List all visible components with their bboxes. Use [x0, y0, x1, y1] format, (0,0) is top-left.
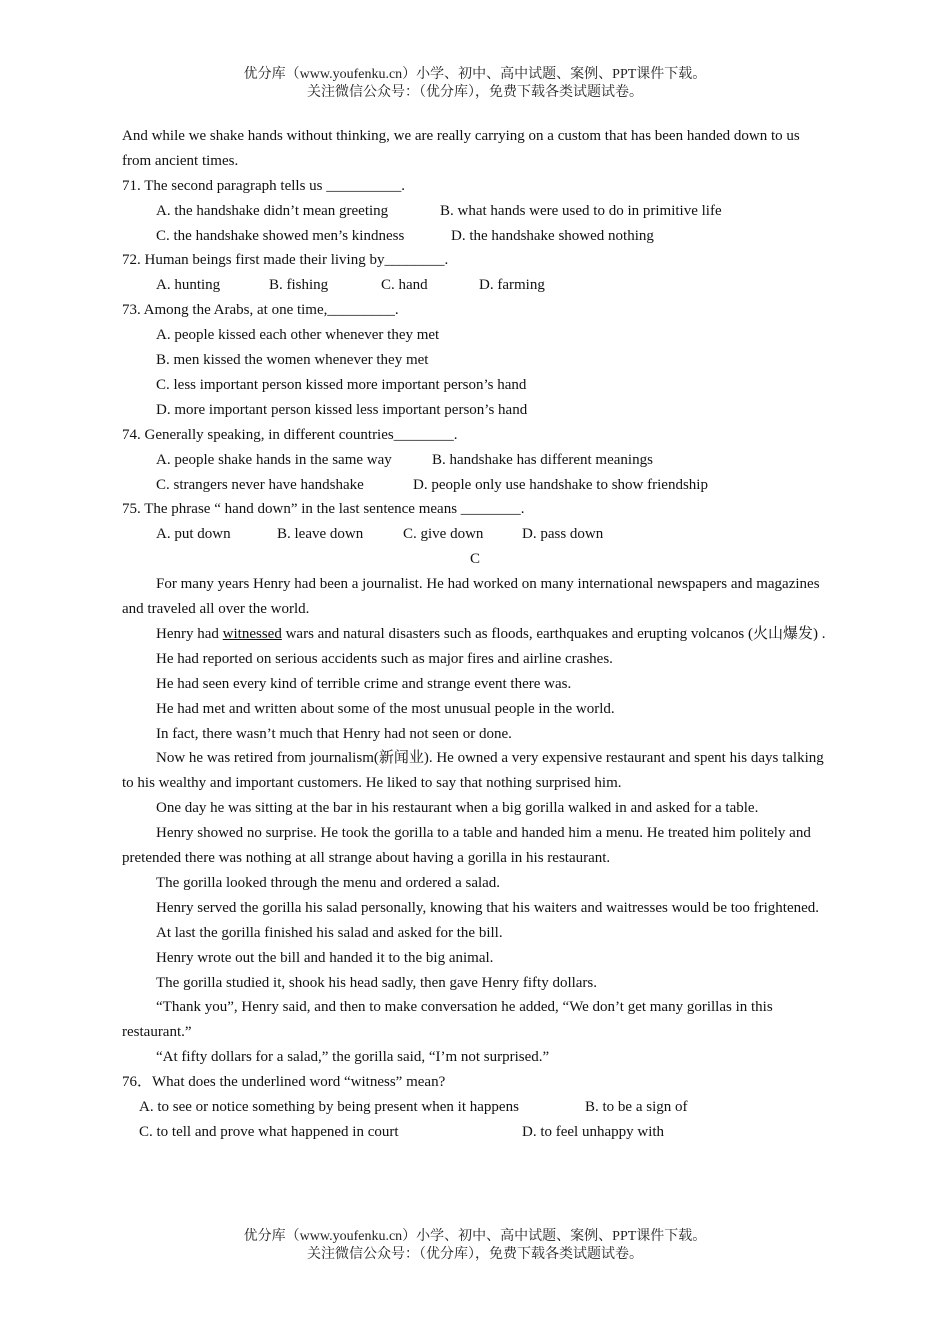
passage-paragraph-16: “At fifty dollars for a salad,” the gorilla said, “I’m not surprised.”: [156, 1049, 550, 1066]
passage-paragraph-12: At last the gorilla finished his salad and asked for the bill.: [156, 924, 503, 941]
passage-paragraph-9: Henry showed no surprise. He took the gorilla to a table and handed him a menu. He treated him politely and pretended there was nothing at all strange about having a gorilla in his restaurant.: [122, 825, 811, 867]
option-76-d: D. to feel unhappy with: [522, 1123, 665, 1140]
question-71-options-row-2: [122, 224, 828, 249]
passage-paragraph-5: He had met and written about some of the most unusual people in the world.: [156, 700, 615, 717]
option-74-b: B. handshake has different meanings: [432, 451, 653, 468]
option-76-c: C. to tell and prove what happened in court: [139, 1123, 399, 1140]
intro-paragraph: And while we shake hands without thinking, we are really carrying on a custom that has been handed down to us from ancient times.: [122, 128, 800, 169]
option-76-b: B. to be a sign of: [585, 1099, 688, 1116]
document-body: [122, 124, 828, 1145]
question-76-options-row-2: [122, 1120, 828, 1145]
question-71-stem: 71. The second paragraph tells us __________.: [122, 177, 406, 194]
page-header: [0, 66, 950, 102]
option-73-b: B. men kissed the women whenever they met: [156, 352, 429, 369]
option-75-c: C. give down: [403, 526, 484, 543]
underlined-word-witness: witnessed: [222, 625, 282, 642]
passage-p2-before: Henry had: [156, 625, 223, 642]
header-line-2: 关注微信公众号：（优分库），免费下载各类试题试卷。: [307, 85, 643, 100]
question-76-options-row-1: [122, 1095, 828, 1120]
passage-paragraph-13: Henry wrote out the bill and handed it to the big animal.: [156, 949, 494, 966]
header-line-1: 优分库（www.youfenku.cn）小学、初中、高中试题、案例、PPT课件下载。: [243, 67, 707, 82]
option-75-b: B. leave down: [277, 526, 364, 543]
option-73-d: D. more important person kissed less important person’s hand: [156, 401, 528, 418]
option-73-a: A. people kissed each other whenever they met: [156, 327, 440, 344]
passage-paragraph-7: Now he was retired from journalism(新闻业). He owned a very expensive restaurant and spent his days talking to his wealthy and important customers. He liked to say that nothing surprised him.: [122, 750, 824, 792]
question-72-options: [122, 273, 828, 298]
footer-line-1: 优分库（www.youfenku.cn）小学、初中、高中试题、案例、PPT课件下载。: [243, 1229, 707, 1244]
passage-p2-after: wars and natural disasters such as floods, earthquakes and erupting volcanos (火山爆发) .: [281, 625, 826, 642]
option-74-c: C. strangers never have handshake: [156, 476, 364, 493]
passage-paragraph-3: He had reported on serious accidents such as major fires and airline crashes.: [156, 650, 613, 667]
passage-paragraph-14: The gorilla studied it, shook his head sadly, then gave Henry fifty dollars.: [156, 974, 598, 991]
option-71-c: C. the handshake showed men’s kindness: [156, 227, 405, 244]
option-75-a: A. put down: [156, 526, 231, 543]
option-72-b: B. fishing: [269, 277, 329, 294]
option-72-d: D. farming: [479, 277, 545, 294]
passage-paragraph-11: Henry served the gorilla his salad personally, knowing that his waiters and waitresses would be too frightened.: [156, 899, 820, 916]
passage-paragraph-15: “Thank you”, Henry said, and then to make conversation he added, “We don’t get many gorillas in this restaurant.”: [122, 999, 773, 1041]
passage-paragraph-2: [122, 622, 828, 647]
option-74-d: D. people only use handshake to show friendship: [413, 476, 708, 493]
passage-paragraph-1: For many years Henry had been a journalist. He had worked on many international newspapers and magazines and traveled all over the world.: [122, 576, 820, 617]
question-76-stem: 76．What does the underlined word “witness” mean?: [122, 1074, 446, 1091]
footer-line-2: 关注微信公众号：（优分库），免费下载各类试题试卷。: [307, 1247, 643, 1262]
section-label: C: [469, 551, 480, 568]
question-73-stem: 73. Among the Arabs, at one time,_________.: [122, 302, 399, 319]
question-75-options: [122, 522, 828, 547]
question-71-options-row-1: [122, 199, 828, 224]
passage-paragraph-6: In fact, there wasn’t much that Henry had not seen or done.: [156, 725, 512, 742]
question-75-stem: 75. The phrase “ hand down” in the last sentence means ________.: [122, 501, 525, 518]
option-74-a: A. people shake hands in the same way: [156, 451, 392, 468]
page-footer: [0, 1228, 950, 1264]
option-73-c: C. less important person kissed more important person’s hand: [156, 376, 527, 393]
option-72-c: C. hand: [381, 277, 428, 294]
question-72-stem: 72. Human beings first made their living by________.: [122, 252, 449, 269]
question-74-options-row-2: [122, 473, 828, 498]
question-74-stem: 74. Generally speaking, in different countries________.: [122, 426, 458, 443]
option-72-a: A. hunting: [156, 277, 221, 294]
passage-paragraph-10: The gorilla looked through the menu and ordered a salad.: [156, 874, 501, 891]
option-71-a: A. the handshake didn’t mean greeting: [156, 202, 389, 219]
option-75-d: D. pass down: [522, 526, 604, 543]
option-71-b: B. what hands were used to do in primitive life: [440, 202, 722, 219]
option-71-d: D. the handshake showed nothing: [451, 227, 654, 244]
passage-paragraph-8: One day he was sitting at the bar in his restaurant when a big gorilla walked in and asked for a table.: [156, 800, 759, 817]
option-76-a: A. to see or notice something by being present when it happens: [139, 1099, 519, 1116]
question-74-options-row-1: [122, 448, 828, 473]
passage-paragraph-4: He had seen every kind of terrible crime and strange event there was.: [156, 675, 572, 692]
